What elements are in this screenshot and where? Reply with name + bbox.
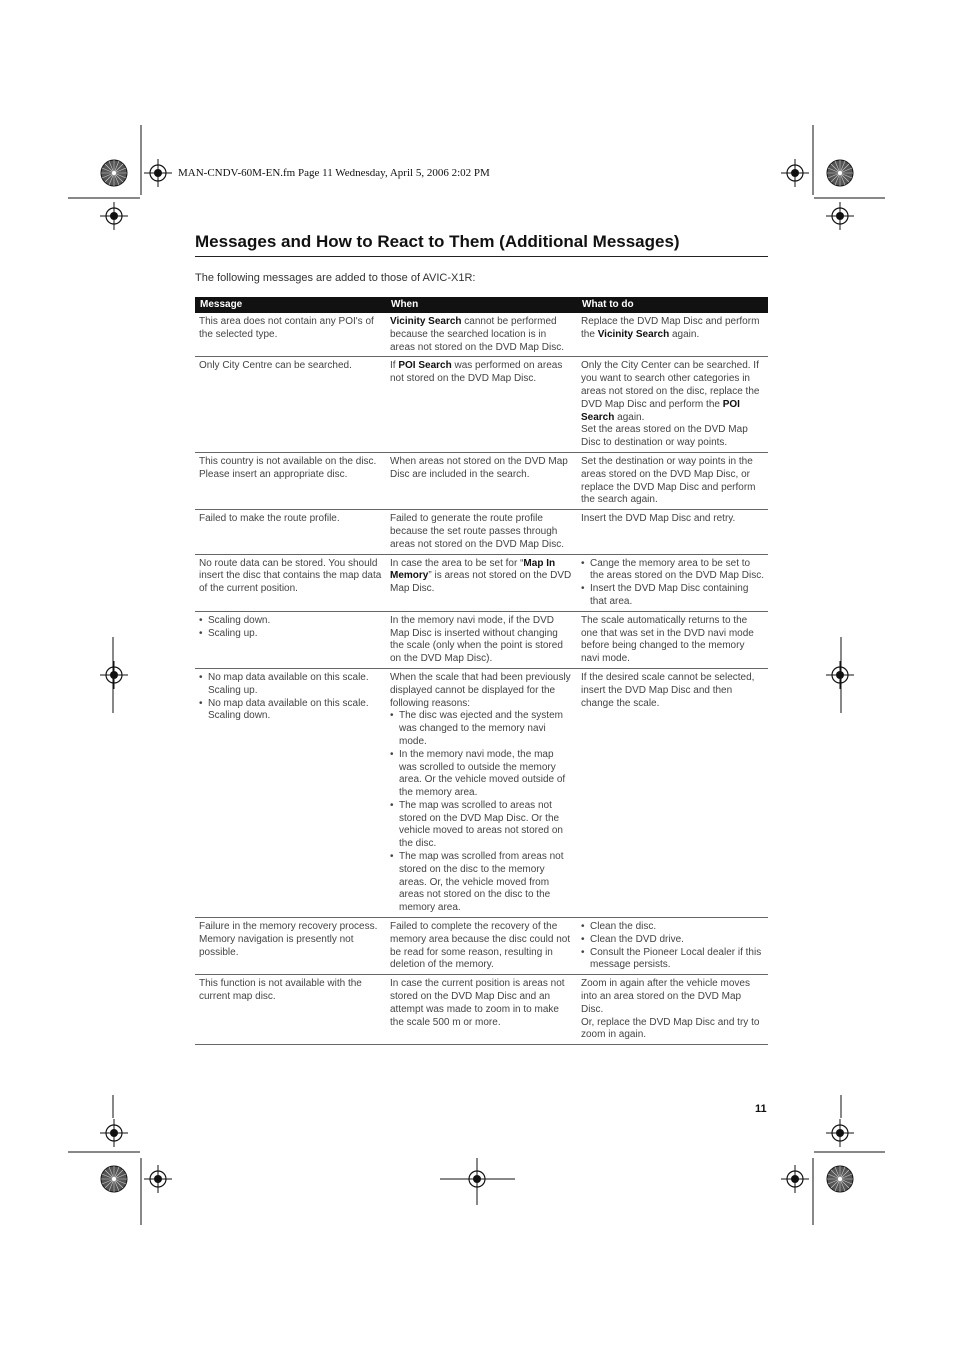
what-to-do-cell: The scale automatically returns to the one that was set in the DVD navi mode before being changed to the memory navi mode. — [577, 611, 768, 668]
when-cell — [386, 668, 577, 917]
bold-term: Vicinity Search — [390, 316, 462, 327]
page-number: 11 — [755, 1103, 767, 1115]
text: again. — [669, 328, 700, 340]
column-header-message: Message — [195, 297, 386, 313]
when-cell: Failed to complete the recovery of the memory area because the disc could not be read for some reason, resulting in deletion of the memory. — [386, 918, 577, 975]
list-item: • Scaling down. — [199, 615, 382, 628]
list-item: • Insert the DVD Map Disc containing that area. — [581, 583, 764, 609]
message-cell: This area does not contain any POI's of the selected type. — [195, 313, 386, 357]
text: If — [390, 360, 399, 372]
file-header-stamp: MAN-CNDV-60M-EN.fm Page 11 Wednesday, April 5, 2006 2:02 PM — [178, 167, 490, 179]
list-item: • In the memory navi mode, the map was scrolled to outside the memory area. Or the vehicle moved outside of the memory area. — [390, 749, 573, 800]
message-cell — [195, 668, 386, 917]
message-cell: This function is not available with the current map disc. — [195, 975, 386, 1045]
message-cell: No route data can be stored. You should insert the disc that contains the map data of the current position. — [195, 554, 386, 611]
text: ” is areas not stored on the DVD Map Disc. — [390, 570, 572, 595]
when-cell: In the memory navi mode, if the DVD Map Disc is inserted without changing the scale (only when the point is stored on the DVD Map Disc). — [386, 611, 577, 668]
bullet-list — [199, 615, 382, 641]
text: Or, replace the DVD Map Disc and try to zoom in again. — [581, 1016, 760, 1041]
bold-term: POI Search — [398, 360, 452, 372]
when-cell: Failed to generate the route profile because the set route passes through areas not stored on the DVD Map Disc. — [386, 510, 577, 554]
text: Replace the DVD Map Disc and perform the — [581, 316, 760, 340]
bold-term: Vicinity Search — [597, 328, 670, 340]
table-row — [195, 313, 768, 357]
list-item: • Consult the Pioneer Local dealer if this message persists. — [581, 947, 764, 973]
message-cell: Failed to make the route profile. — [195, 510, 386, 554]
table-row — [195, 357, 768, 453]
when-cell — [386, 357, 577, 453]
list-item: • The map was scrolled to areas not stored on the DVD Map Disc. Or the vehicle moved to areas not stored on the disc. — [390, 800, 573, 851]
what-to-do-cell: Set the destination or way points in the areas stored on the DVD Map Disc, or replace the DVD Map Disc and perform the search again. — [577, 452, 768, 509]
bullet-list — [199, 672, 382, 723]
messages-table — [195, 297, 768, 1045]
table-header-row — [195, 297, 768, 313]
what-to-do-cell — [577, 357, 768, 453]
table-row — [195, 668, 768, 917]
list-item: • Clean the DVD drive. — [581, 934, 764, 947]
when-cell: When areas not stored on the DVD Map Disc are included in the search. — [386, 452, 577, 509]
when-cell — [386, 554, 577, 611]
table-row — [195, 510, 768, 554]
bold-term: Map In Memory — [390, 557, 556, 582]
intro-text: The following messages are added to those of AVIC-X1R: — [195, 272, 476, 284]
when-cell: In case the current position is areas not stored on the DVD Map Disc and an attempt was made to zoom in to make the scale 500 m or more. — [386, 975, 577, 1045]
bullet-list — [390, 710, 573, 915]
bullet-list — [581, 921, 764, 972]
list-item: • Scaling up. — [199, 628, 382, 641]
list-item: • No map data available on this scale. Scaling down. — [199, 698, 382, 724]
list-item: • The disc was ejected and the system was changed to the memory navi mode. — [390, 710, 573, 748]
list-item: • The map was scrolled from areas not stored on the disc to the memory areas. Or, the vehicle moved from areas not stored on the disc to the memory area. — [390, 851, 573, 915]
table-row — [195, 975, 768, 1045]
column-header-when: When — [386, 297, 577, 313]
text: When the scale that had been previously displayed cannot be displayed for the following reasons: — [390, 671, 571, 709]
page-title: Messages and How to React to Them (Additional Messages) — [195, 232, 768, 257]
what-to-do-cell: Insert the DVD Map Disc and retry. — [577, 510, 768, 554]
what-to-do-cell — [577, 975, 768, 1045]
what-to-do-cell: If the desired scale cannot be selected, insert the DVD Map Disc and then change the scale. — [577, 668, 768, 917]
bold-term: POI Search — [581, 398, 740, 423]
when-cell — [386, 313, 577, 357]
list-item: • Cange the memory area to be set to the areas stored on the DVD Map Disc. — [581, 558, 764, 584]
text: Set the areas stored on the DVD Map Disc to destination or way points. — [581, 424, 748, 449]
text: was performed on areas not stored on the DVD Map Disc. — [390, 360, 563, 385]
what-to-do-cell — [577, 313, 768, 357]
what-to-do-cell — [577, 918, 768, 975]
message-cell: Only City Centre can be searched. — [195, 357, 386, 453]
table-row — [195, 918, 768, 975]
text: Only the City Center can be searched. If you want to search other categories in areas not stored on the disc, replace the DVD Map Disc and perform the — [581, 360, 760, 410]
table-row — [195, 554, 768, 611]
table-row — [195, 611, 768, 668]
column-header-what-to-do: What to do — [577, 297, 768, 313]
text: In case the area to be set for “ — [390, 557, 524, 569]
bullet-list — [581, 558, 764, 609]
text: Zoom in again after the vehicle moves into an area stored on the DVD Map Disc. — [581, 978, 750, 1015]
table-row — [195, 452, 768, 509]
text: cannot be performed because the searched location is in areas not stored on the DVD Map Disc. — [390, 316, 564, 353]
list-item: • No map data available on this scale. Scaling up. — [199, 672, 382, 698]
what-to-do-cell — [577, 554, 768, 611]
message-cell — [195, 611, 386, 668]
message-cell: Failure in the memory recovery process. Memory navigation is presently not possible. — [195, 918, 386, 975]
text: again. — [614, 411, 645, 423]
message-cell: This country is not available on the disc. Please insert an appropriate disc. — [195, 452, 386, 509]
list-item: • Clean the disc. — [581, 921, 764, 934]
